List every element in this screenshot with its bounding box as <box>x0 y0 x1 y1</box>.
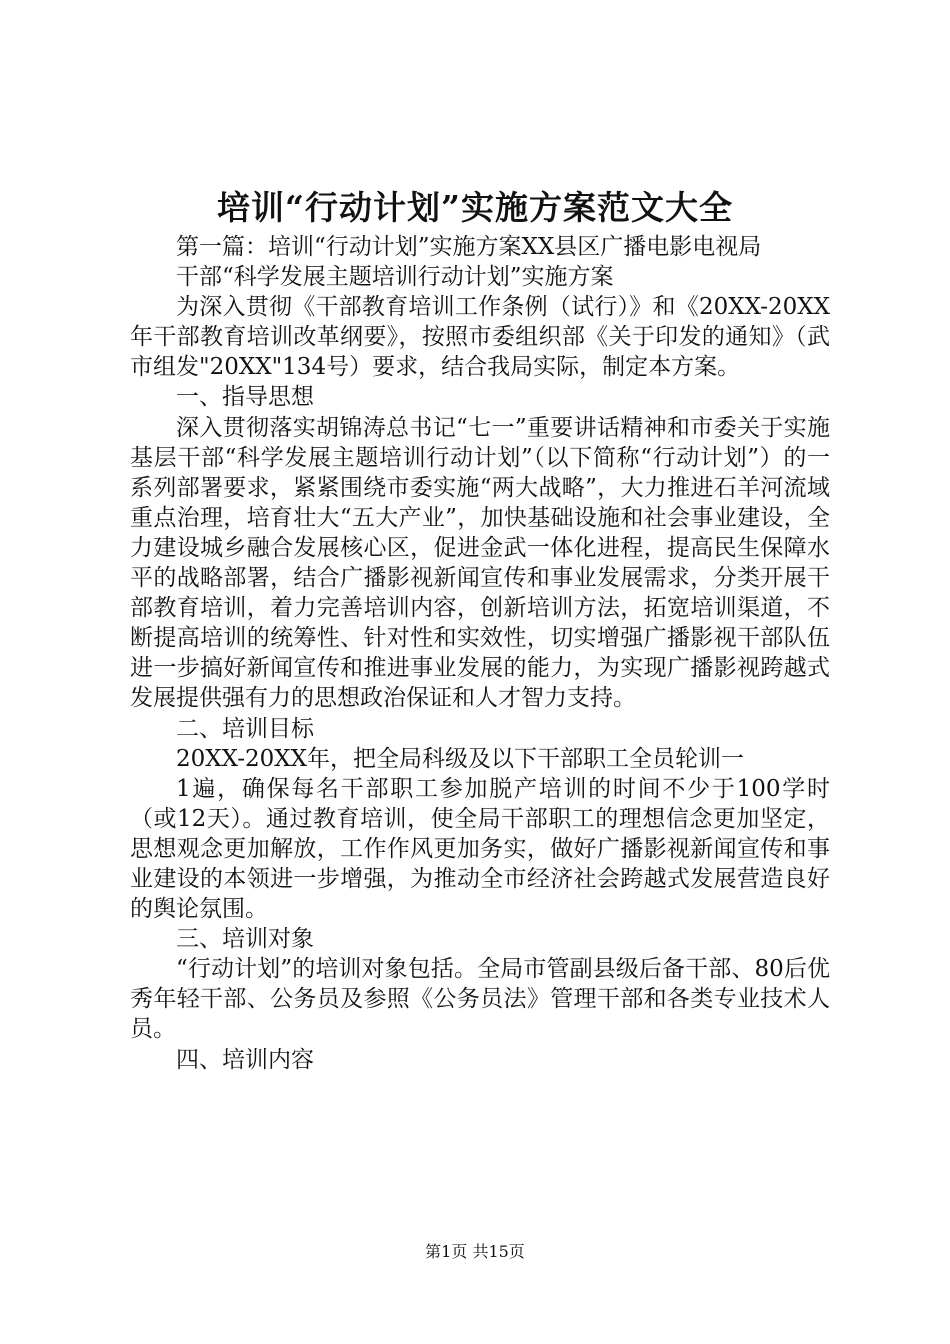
paragraph-guiding-ideology: 深入贯彻落实胡锦涛总书记“七一”重要讲话精神和市委关于实施基层干部“科学发展主题培训行动计划”（以下简称“行动计划”）的一系列部署要求，紧紧围绕市委实施“两大战略”，大力推进石羊河流域重点治理，培育壮大“五大产业”，加快基础设施和社会事业建设，全力建设城乡融合发展核心区，促进金武一体化进程，提高民生保障水平的战略部署，结合广播影视新闻宣传和事业发展需求，分类开展干部教育培训，着力完善培训内容，创新培训方法，拓宽培训渠道，不断提高培训的统筹性、针对性和实效性，切实增强广播影视干部队伍进一步搞好新闻宣传和推进事业发展的能力，为实现广播影视跨越式发展提供强有力的思想政治保证和人才智力支持。 <box>130 414 830 712</box>
paragraph-intro: 为深入贯彻《干部教育培训工作条例（试行）》和《20XX-20XX年干部教育培训改革纲要》，按照市委组织部《关于印发的通知》（武市组发"20XX"134号）要求，结合我局实际，制定本方案。 <box>130 294 830 381</box>
section-heading-training-targets: 三、培训对象 <box>176 926 314 953</box>
section-heading-training-content: 四、培训内容 <box>176 1046 314 1073</box>
page-number-footer: 第1页 共15页 <box>425 1242 525 1261</box>
paragraph-plan-title: 干部“科学发展主题培训行动计划”实施方案 <box>176 264 614 291</box>
paragraph-training-targets: “行动计划”的培训对象包括。全局市管副县级后备干部、80后优秀年轻干部、公务员及参照《公务员法》管理干部和各类专业技术人员。 <box>130 956 830 1043</box>
paragraph-training-goals-line: 20XX-20XX年，把全局科级及以下干部职工全员轮训一 <box>176 745 744 772</box>
section-heading-guiding-ideology: 一、指导思想 <box>176 384 314 411</box>
document-body <box>130 232 830 1075</box>
document-title: 培训“行动计划”实施方案范文大全 <box>217 188 733 227</box>
paragraph-part-heading: 第一篇：培训“行动计划”实施方案XX县区广播电影电视局 <box>176 234 762 260</box>
paragraph-training-goals: 1遍，确保每名干部职工参加脱产培训的时间不少于100学时（或12天）。通过教育培训，使全局干部职工的理想信念更加坚定，思想观念更加解放，工作作风更加务实，做好广播影视新闻宣传和事业建设的本领进一步增强，为推动全市经济社会跨越式发展营造良好的舆论氛围。 <box>130 775 830 923</box>
section-heading-training-goals: 二、培训目标 <box>176 715 314 742</box>
